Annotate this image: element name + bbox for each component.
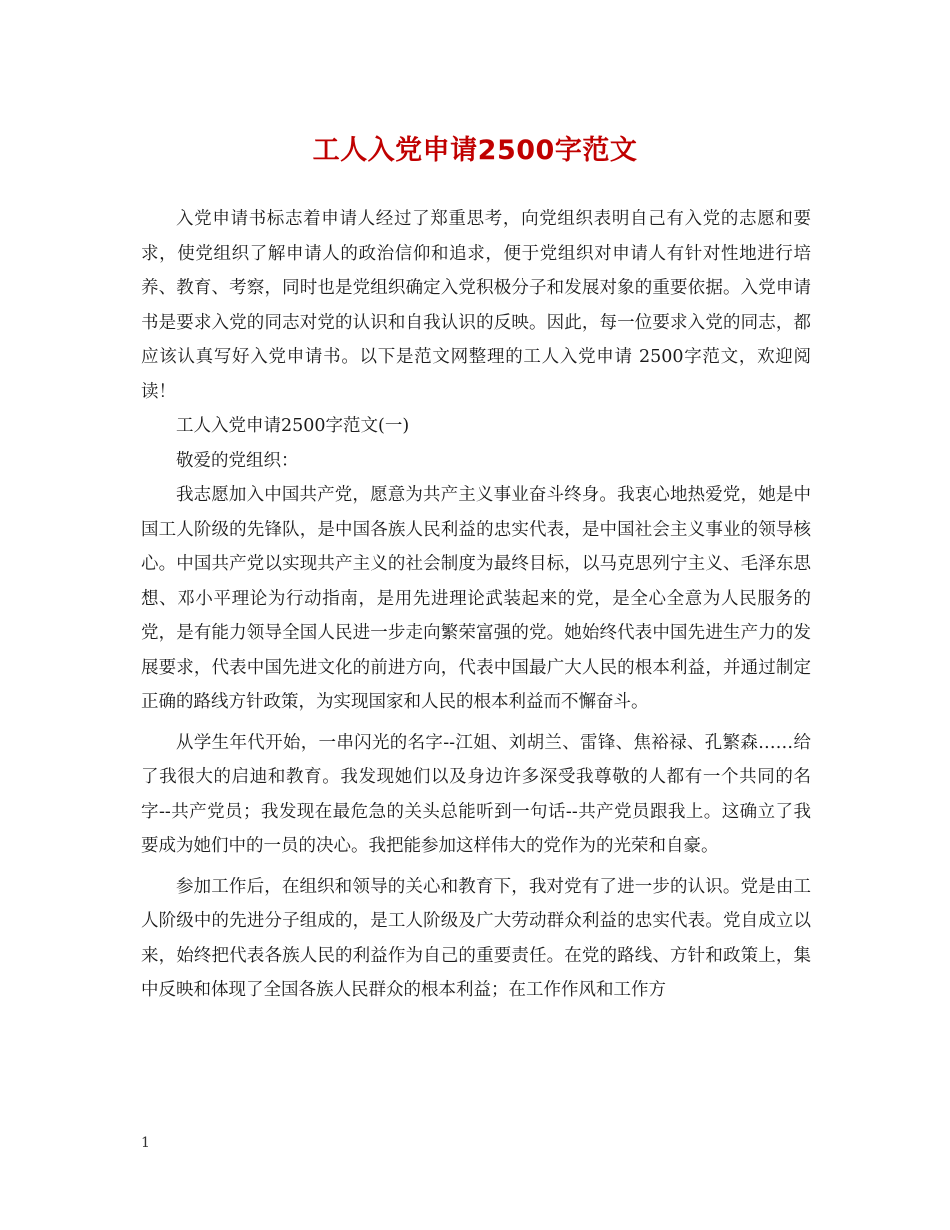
document-title: 工人入党申请2500字范文 [312, 135, 638, 166]
body-paragraph: 我志愿加入中国共产党，愿意为共产主义事业奋斗终身。我衷心地热爱党，她是中国工人阶级的先锋队，是中国各族人民利益的忠实代表，是中国社会主义事业的领导核心。中国共产党以实现共产主义的社会制度为最终目标，以马克思列宁主义、毛泽东思想、邓小平理论为行动指南，是用先进理论武装起来的党，是全心全意为人民服务的党，是有能力领导全国人民进一步走向繁荣富强的党。她始终代表中国先进生产力的发展要求，代表中国先进文化的前进方向，代表中国最广大人民的根本利益，并通过制定正确的路线方针政策，为实现国家和人民的根本利益而不懈奋斗。 [141, 485, 811, 712]
page-number: 1 [141, 1135, 150, 1151]
body-paragraph: 参加工作后，在组织和领导的关心和教育下，我对党有了进一步的认识。党是由工人阶级中的先进分子组成的，是工人阶级及广大劳动群众利益的忠实代表。党自成立以来，始终把代表各族人民的利益作为自己的重要责任。在党的路线、方针和政策上，集中反映和体现了全国各族人民群众的根本利益；在工作作风和工作方 [141, 876, 811, 1000]
intro-paragraph: 入党申请书标志着申请人经过了郑重思考，向党组织表明自己有入党的志愿和要求，使党组织了解申请人的政治信仰和追求，便于党组织对申请人有针对性地进行培养、教育、考察，同时也是党组织确定入党积极分子和发展对象的重要依据。入党申请书是要求入党的同志对党的认识和自我认识的反映。因此，每一位要求入党的同志，都应该认真写好入党申请书。以下是范文网整理的工人入党申请 2500字范文，欢迎阅读！ [141, 209, 811, 402]
section-heading: 工人入党申请2500字范文(一) [176, 416, 410, 436]
salutation: 敬爱的党组织： [176, 450, 299, 471]
document-body [141, 202, 811, 1008]
body-paragraph: 从学生年代开始，一串闪光的名字--江姐、刘胡兰、雷锋、焦裕禄、孔繁森……给了我很大的启迪和教育。我发现她们以及身边许多深受我尊敬的人都有一个共同的名字--共产党员；我发现在最危急的关头总能听到一句话--共产党员跟我上。这确立了我要成为她们中的一员的决心。我把能参加这样伟大的党作为的光荣和自豪。 [141, 732, 811, 856]
